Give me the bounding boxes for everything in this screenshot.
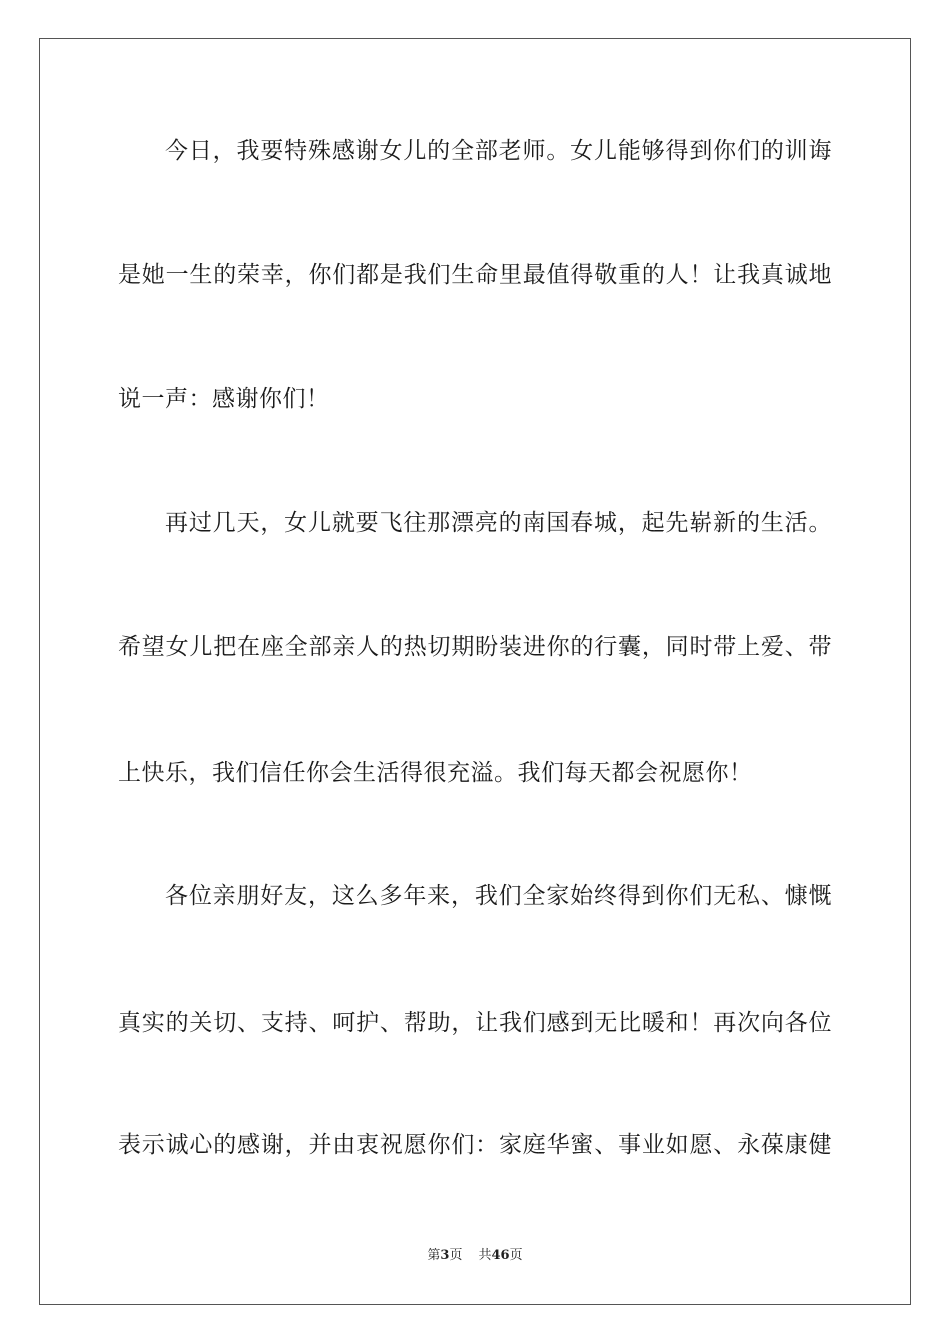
footer-page-number: 3	[440, 1248, 450, 1263]
paragraph-1-line-3: 说一声：感谢你们！	[118, 386, 330, 412]
paragraph-3-line-2: 真实的关切、支持、呵护、帮助，让我们感到无比暖和！再次向各位	[118, 1010, 832, 1036]
page-footer	[0, 1247, 950, 1265]
footer-page-suffix: 页	[449, 1248, 463, 1263]
page-border	[39, 38, 911, 1305]
footer-total-prefix: 共	[478, 1248, 492, 1263]
paragraph-3-line-3: 表示诚心的感谢，并由衷祝愿你们：家庭华蜜、事业如愿、永葆康健	[118, 1132, 832, 1158]
footer-total-pages: 46	[491, 1248, 510, 1263]
footer-page-prefix: 第	[427, 1248, 441, 1263]
paragraph-3-line-1: 各位亲朋好友，这么多年来，我们全家始终得到你们无私、慷慨	[165, 883, 832, 909]
footer-total-suffix: 页	[509, 1248, 523, 1263]
paragraph-2-line-1: 再过几天，女儿就要飞往那漂亮的南国春城，起先崭新的生活。	[165, 510, 832, 536]
paragraph-2-line-2: 希望女儿把在座全部亲人的热切期盼装进你的行囊，同时带上爱、带	[118, 634, 832, 660]
paragraph-1-line-2: 是她一生的荣幸，你们都是我们生命里最值得敬重的人！让我真诚地	[118, 262, 832, 288]
paragraph-1-line-1: 今日，我要特殊感谢女儿的全部老师。女儿能够得到你们的训诲	[165, 138, 832, 164]
paragraph-2-line-3: 上快乐，我们信任你会生活得很充溢。我们每天都会祝愿你！	[118, 760, 753, 786]
